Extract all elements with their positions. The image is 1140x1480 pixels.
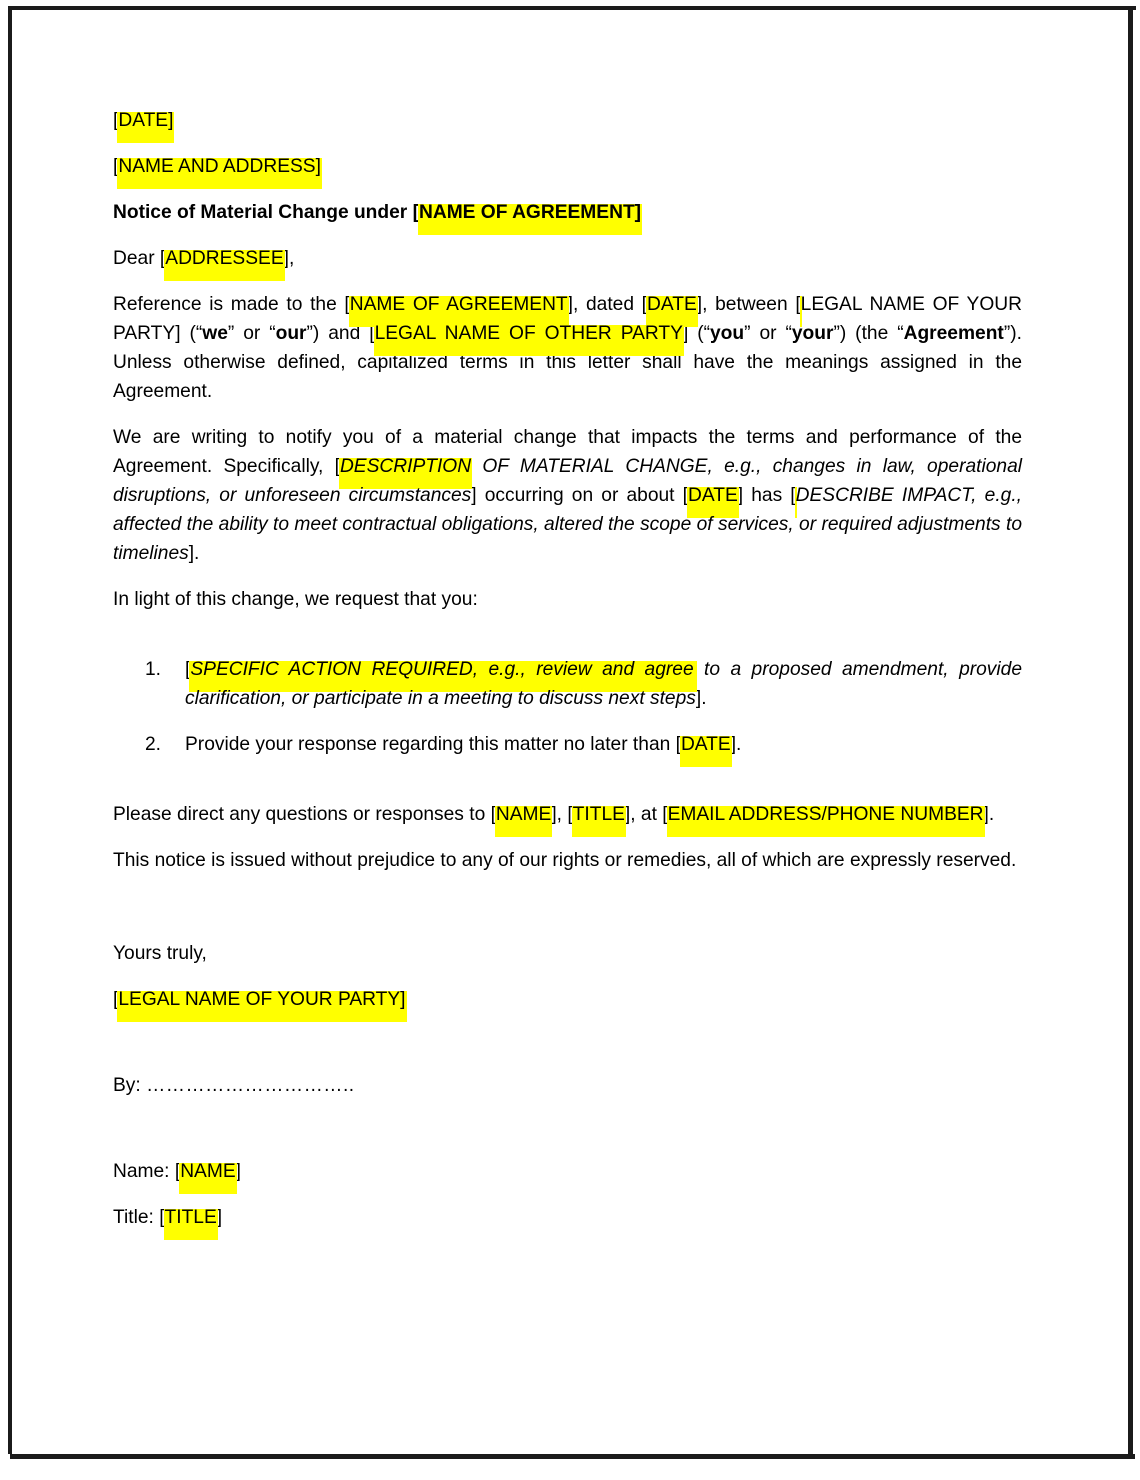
signature-by-line bbox=[113, 1071, 1022, 1100]
contact-text-2: ], [ bbox=[551, 804, 573, 825]
salutation-suffix: ], bbox=[283, 248, 295, 269]
date-line bbox=[113, 106, 1022, 135]
by-label: By: bbox=[113, 1075, 147, 1096]
bracket-open: [ bbox=[113, 156, 119, 177]
ref-text-4: ] (“ bbox=[175, 323, 203, 344]
impact-placeholder: DESCRIBE IMPACT, e.g., affected the ability to meet contractual obligations, altered the scope of services, or required adjustments to timelines bbox=[113, 485, 1022, 564]
reference-paragraph bbox=[113, 290, 1022, 406]
contact-text-1: Please direct any questions or responses to [ bbox=[113, 804, 496, 825]
ref-date-placeholder: DATE bbox=[647, 294, 697, 315]
bracket-open: [ bbox=[113, 110, 119, 131]
list-item bbox=[113, 655, 1022, 713]
page-border-top bbox=[8, 6, 1136, 10]
item1-prefix: [ bbox=[185, 659, 191, 680]
defined-term-you: you bbox=[710, 323, 745, 344]
notify-text-1: We are writing to notify you of a material change that impacts the terms and performance of the Agreement. Specifically, [ bbox=[113, 427, 1022, 477]
addressee-placeholder: ADDRESSEE bbox=[165, 248, 284, 269]
subject-agreement-placeholder: NAME OF AGREEMENT] bbox=[418, 202, 642, 223]
material-change-placeholder: DESCRIPTION OF MATERIAL CHANGE, e.g., changes in law, operational disruptions, or unforeseen circumstances bbox=[113, 456, 1023, 506]
name-bracket-close: ] bbox=[235, 1161, 241, 1182]
contact-text-3: ], at [ bbox=[624, 804, 668, 825]
list-spacer-top bbox=[113, 631, 1022, 655]
requested-actions-list bbox=[113, 655, 1022, 759]
defined-term-our: our bbox=[275, 323, 307, 344]
contact-text-4: ]. bbox=[983, 804, 995, 825]
ref-text-2: ], dated [ bbox=[567, 294, 648, 315]
request-intro: In light of this change, we request that you: bbox=[113, 589, 478, 610]
ref-text-6: ”) and [ bbox=[306, 323, 375, 344]
item1-suffix: ]. bbox=[695, 688, 707, 709]
ref-text-1: Reference is made to the [ bbox=[113, 294, 350, 315]
page-border-left bbox=[8, 6, 12, 1454]
salutation-prefix: Dear [ bbox=[113, 248, 166, 269]
title-label: Title: [ bbox=[113, 1207, 165, 1228]
notify-text-4: ]. bbox=[188, 543, 200, 564]
contact-name-placeholder: NAME bbox=[495, 804, 552, 825]
subject-line bbox=[113, 198, 1022, 227]
list-spacer-bottom bbox=[113, 776, 1022, 800]
signature-dotted-line: ………………………….. bbox=[146, 1075, 355, 1096]
document-body bbox=[113, 106, 1022, 1249]
party-bracket-open: [ bbox=[113, 989, 119, 1010]
subject-prefix: Notice of Material Change under [ bbox=[113, 202, 419, 223]
name-address-line bbox=[113, 152, 1022, 181]
reservation-paragraph: This notice is issued without prejudice to any of our rights or remedies, all of which are expressly reserved. bbox=[113, 850, 1017, 871]
ref-other-party-placeholder: LEGAL NAME OF OTHER PARTY bbox=[374, 323, 683, 344]
name-label: Name: [ bbox=[113, 1161, 181, 1182]
list-item bbox=[113, 730, 1022, 759]
signature-title-line bbox=[113, 1203, 1022, 1232]
name-gap bbox=[113, 1117, 1022, 1157]
signature-name-line bbox=[113, 1157, 1022, 1186]
contact-paragraph bbox=[113, 800, 1022, 829]
notify-date-placeholder: DATE bbox=[688, 485, 738, 506]
page-border-right bbox=[1128, 6, 1133, 1459]
signature-title-placeholder: TITLE bbox=[164, 1207, 217, 1228]
ref-text-7: ] (“ bbox=[682, 323, 710, 344]
contact-title-placeholder: TITLE bbox=[572, 804, 625, 825]
defined-term-agreement: Agreement bbox=[903, 323, 1004, 344]
notify-paragraph bbox=[113, 423, 1022, 568]
ref-text-8: ” or “ bbox=[744, 323, 792, 344]
ref-your-party-placeholder: LEGAL NAME OF YOUR PARTY bbox=[113, 294, 1022, 344]
ref-text-5: ” or “ bbox=[227, 323, 276, 344]
title-bracket-close: ] bbox=[216, 1207, 223, 1228]
salutation bbox=[113, 244, 1022, 273]
signature-gap bbox=[113, 892, 1022, 939]
signing-party-placeholder: LEGAL NAME OF YOUR PARTY] bbox=[118, 989, 406, 1010]
defined-term-we: we bbox=[202, 323, 228, 344]
notify-text-3: ] has [ bbox=[737, 485, 796, 506]
date-placeholder: DATE] bbox=[118, 110, 174, 131]
item2-suffix: ]. bbox=[730, 734, 742, 755]
page-border-bottom bbox=[10, 1454, 1135, 1459]
ref-text-10: ”). Unless otherwise defined, capitalized terms in this letter shall have the meanings assigned in the Agreement. bbox=[113, 323, 1022, 402]
signing-party-line bbox=[113, 985, 1022, 1014]
name-address-placeholder: NAME AND ADDRESS] bbox=[118, 156, 321, 177]
contact-details-placeholder: EMAIL ADDRESS/PHONE NUMBER bbox=[667, 804, 984, 825]
signature-name-placeholder: NAME bbox=[180, 1161, 236, 1182]
item2-prefix: Provide your response regarding this matter no later than [ bbox=[185, 734, 681, 755]
specific-action-placeholder: SPECIFIC ACTION REQUIRED, e.g., review and agree to a proposed amendment, provide clarification, or participate in a meeting to discuss next steps bbox=[185, 659, 1022, 709]
closing-salutation: Yours truly, bbox=[113, 943, 207, 964]
defined-term-your: your bbox=[791, 323, 834, 344]
ref-agreement-placeholder: NAME OF AGREEMENT bbox=[349, 294, 568, 315]
by-gap bbox=[113, 1031, 1022, 1071]
ref-text-9: ”) (the “ bbox=[833, 323, 904, 344]
notify-text-2: ] occurring on or about [ bbox=[471, 485, 688, 506]
response-date-placeholder: DATE bbox=[680, 734, 731, 755]
ref-text-3: ], between [ bbox=[696, 294, 801, 315]
